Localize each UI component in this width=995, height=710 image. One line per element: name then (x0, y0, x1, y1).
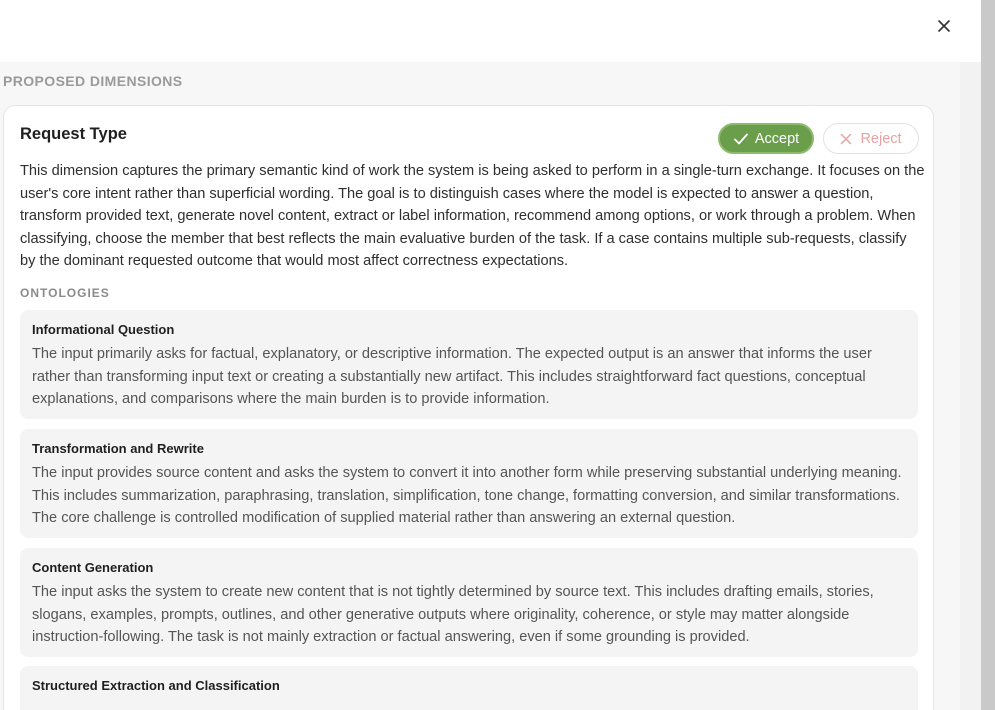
accept-label: Accept (754, 130, 800, 147)
modal-backdrop[interactable] (981, 0, 995, 710)
close-button[interactable] (932, 14, 956, 38)
section-heading: PROPOSED DIMENSIONS (3, 73, 183, 89)
ontology-description: The input primarily asks for factual, explanatory, or descriptive information. The expected output is an answer that informs the user rather than transforming input text or creating a substantially new artifact. This includes straightforward fact questions, conceptual explanations, and comparisons where the main burden is to provide information. (32, 346, 872, 408)
dimension-description: This dimension captures the primary semantic kind of work the system is being asked to perform in a single-turn exchange. It focuses on the user's core intent rather than superficial wording. The goal is to distinguish cases where the model is expected to answer a question, transform provided text, generate novel content, extract or label information, recommend among options, or work through a problem. When classifying, choose the member that best reflects the main evaluative burden of the task. If a case contains multiple sub-requests, classify by the dominant requested outcome that would most affect correctness expectations. (20, 163, 925, 270)
close-icon (937, 19, 951, 33)
ontology-description: The input asks the system to create new content that is not tightly determined by source text. This includes drafting emails, stories, slogans, examples, prompts, outlines, and other generative outputs where originality, coherence, or style may matter alongside instruction-following. The task is not mainly extraction or factual answering, even if some grounding is provided. (32, 584, 874, 646)
ontology-item (20, 548, 918, 657)
reject-label: Reject (860, 130, 902, 147)
ontology-title: Content Generation (32, 560, 154, 575)
check-icon (733, 132, 749, 146)
x-icon (840, 133, 852, 145)
ontology-item (20, 429, 918, 538)
ontology-description: The input provides source content and asks the system to convert it into another form while preserving substantial underlying meaning. This includes summarization, paraphrasing, translation, simplification, tone change, formatting conversion, and similar transformations. The core challenge is controlled modification of supplied material rather than answering an external question. (32, 465, 902, 527)
ontology-item (20, 666, 918, 710)
ontology-title: Informational Question (32, 322, 175, 337)
ontology-item (20, 310, 918, 419)
accept-button[interactable] (718, 123, 814, 154)
ontologies-label: ONTOLOGIES (20, 286, 110, 300)
dimension-title: Request Type (20, 125, 127, 143)
ontology-title: Structured Extraction and Classification (32, 678, 280, 693)
scroll-gutter (960, 62, 981, 710)
ontology-title: Transformation and Rewrite (32, 441, 204, 456)
reject-button[interactable] (823, 123, 919, 154)
